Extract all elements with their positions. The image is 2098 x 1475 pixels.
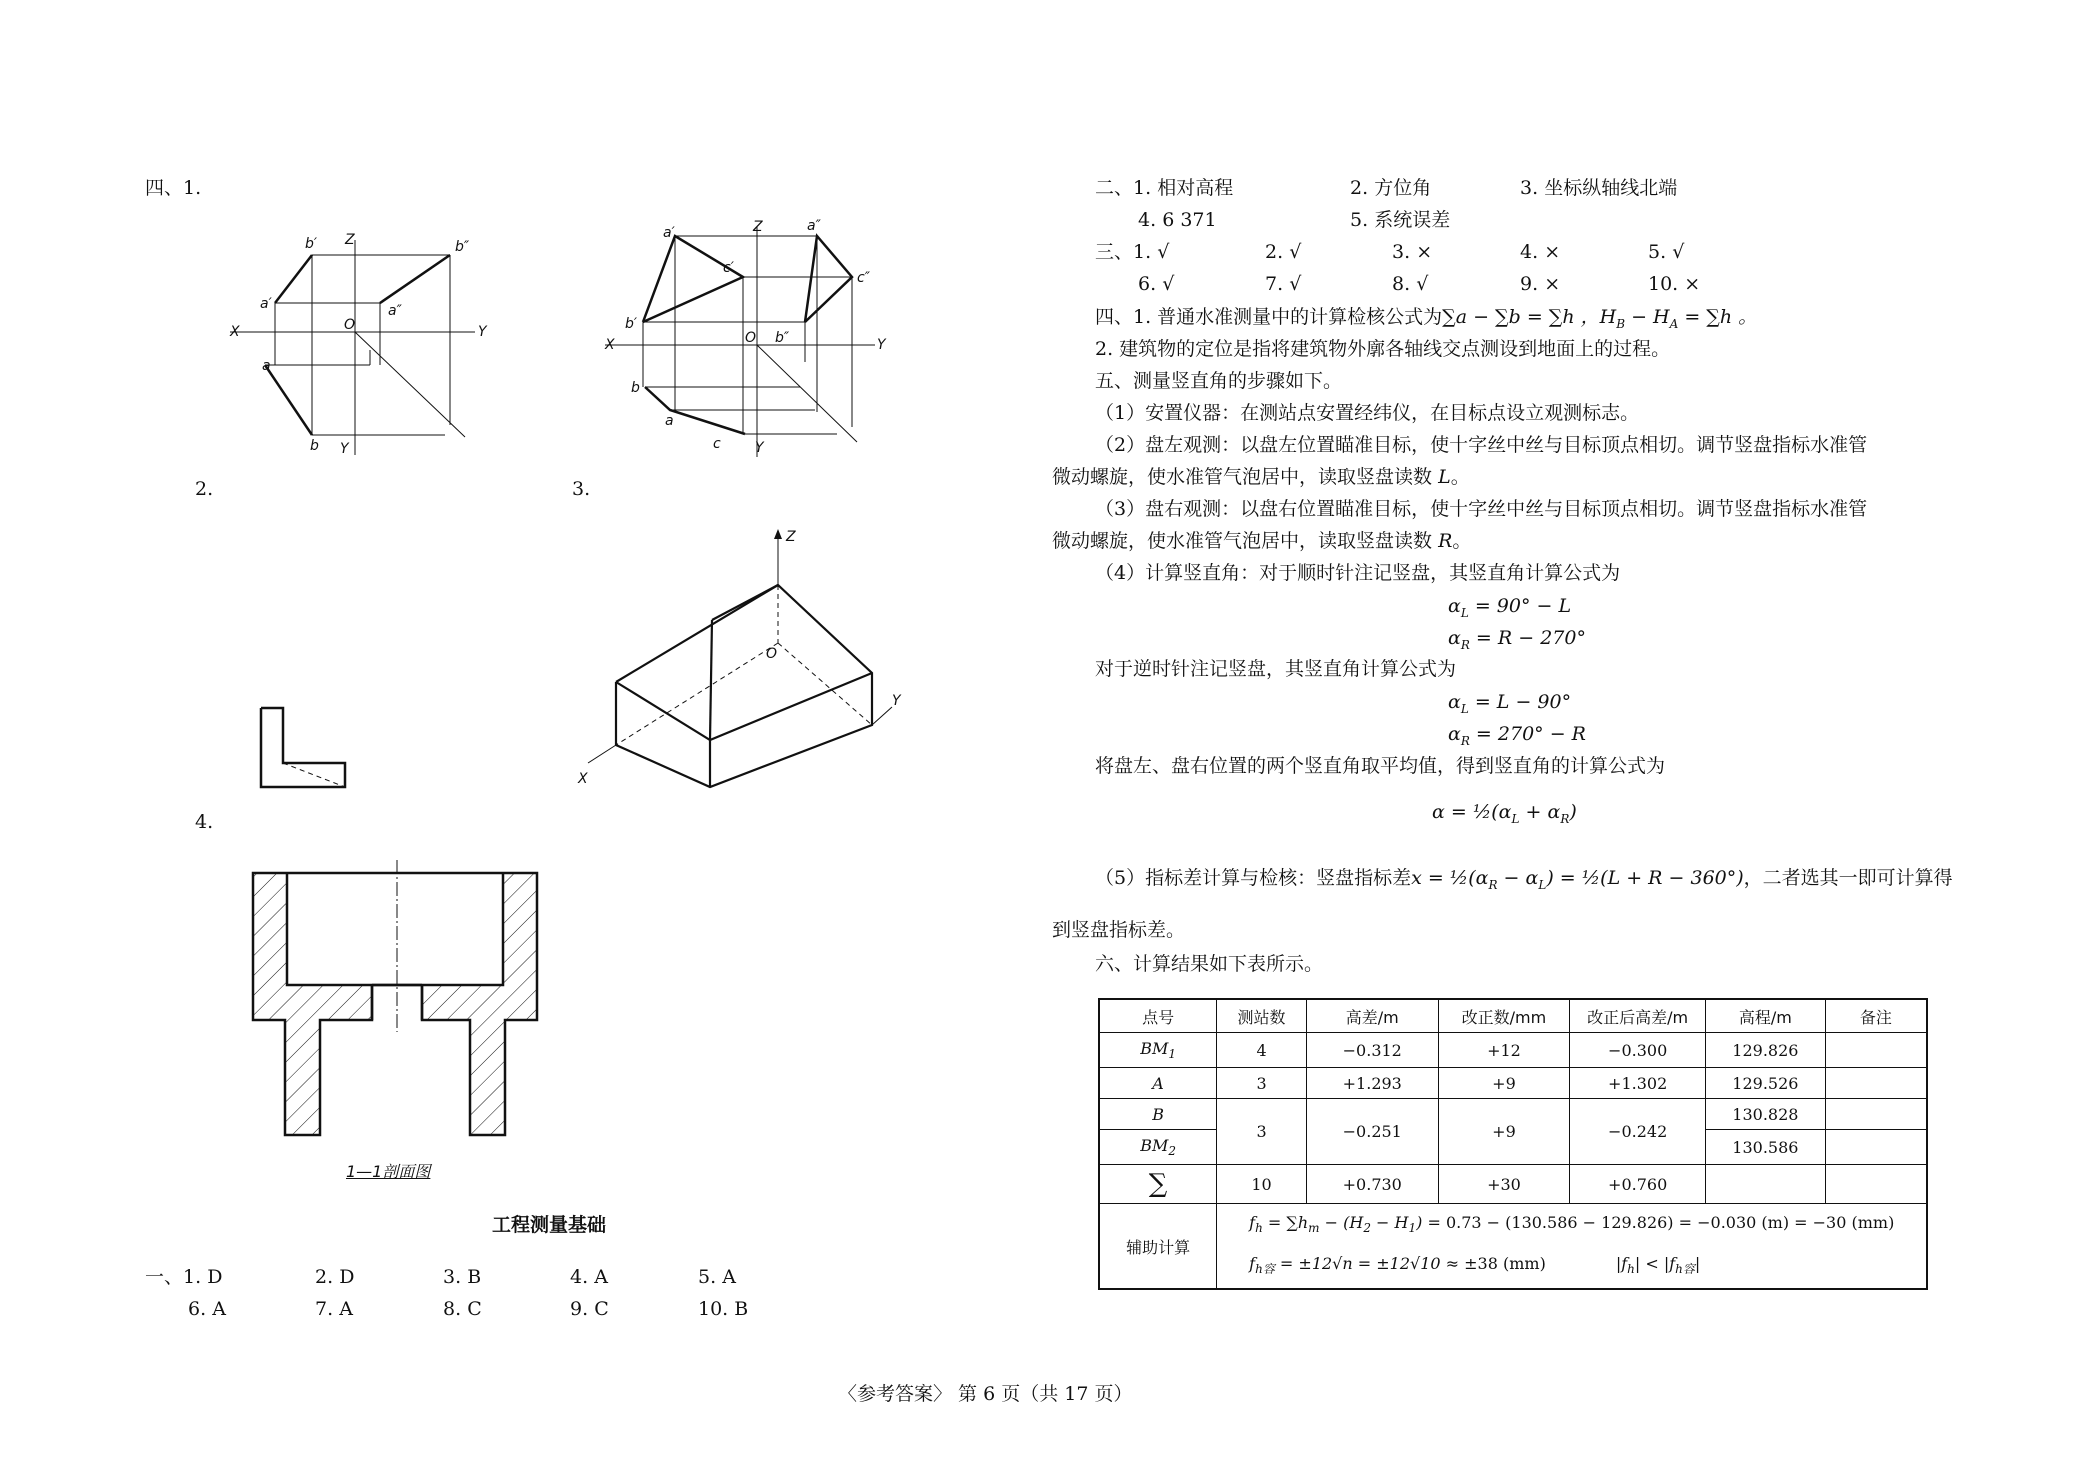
sum-stations: 10 (1217, 1165, 1307, 1204)
p2-q2: 2. 方位角 (1350, 177, 1432, 199)
note-bm2 (1825, 1130, 1927, 1165)
p5-step5: （5）指标差计算与检核：竖盘指标差$x = \frac{1}{2}(\alpha_R - \alpha_L)$ = ½(L + R − 360°)，二者选其一即可计算得 (1095, 867, 1953, 892)
label-b-prime: b′ (305, 236, 318, 252)
label-z: Z (345, 232, 355, 248)
elev-bm1: 129.826 (1706, 1033, 1826, 1068)
results-table (1098, 998, 1928, 1290)
projection-figure-1b (595, 212, 905, 472)
label-a-prime: a′ (663, 225, 675, 241)
aux-label: 辅助计算 (1099, 1204, 1217, 1290)
note-a (1825, 1068, 1927, 1099)
seg1-cdh: −0.300 (1570, 1033, 1706, 1068)
label-x: X (230, 324, 240, 340)
axis-x: X (578, 771, 588, 787)
aux-calc: $f_h = \sum h_m - (H_2 - H_1) = 0.73 - (130.586 - 129.826) = -0.030$ (m) = −30 (mm) $f_{h容} = \pm 12√n = \pm 12√10 \approx \pm 38$ (mm) $|f_h| < |f_{h容}|$ (1217, 1204, 1927, 1290)
formula-alpha-r-ccw: $\alpha_R = 270^\circ - R$ (1448, 723, 1586, 748)
p4-q1: 四、1. 普通水准测量中的计算检核公式为∑a − ∑b = ∑h ，$H_B - H_A = \sum h$ 。 (1095, 306, 1758, 331)
point-bm1: $BM_1$ (1099, 1033, 1217, 1068)
sum-cdh: +0.760 (1570, 1165, 1706, 1204)
seg2-corr: +9 (1438, 1068, 1570, 1099)
p1-q4: 4. A (570, 1266, 608, 1288)
page-footer: 〈参考答案〉 第 6 页（共 17 页） (838, 1383, 1133, 1405)
p3-q9: 9. × (1520, 273, 1561, 295)
label-yw: Y (478, 324, 487, 340)
p1-q5: 5. A (698, 1266, 736, 1288)
note-bm1 (1825, 1033, 1927, 1068)
label-a-dprime: a″ (388, 303, 402, 319)
seg3-dh: −0.251 (1306, 1099, 1438, 1165)
label-o: O (745, 330, 757, 346)
header-corr: 改正数/mm (1438, 999, 1570, 1033)
figure-4-label: 4. (195, 811, 214, 833)
figure-2-label: 2. (195, 478, 214, 500)
p1-q10: 10. B (698, 1298, 749, 1320)
label-a-dprime: a″ (807, 218, 821, 234)
label-b: b (631, 380, 640, 396)
seg2-stations: 3 (1217, 1068, 1307, 1099)
p5-step4: （4）计算竖直角：对于顺时针注记竖盘，其竖直角计算公式为 (1095, 562, 1621, 584)
p3-q7: 7. √ (1265, 273, 1302, 295)
p1-q1: 一、1. D (145, 1266, 223, 1288)
p3-q5: 5. √ (1648, 241, 1685, 263)
header-point: 点号 (1099, 999, 1217, 1033)
seg3-corr: +9 (1438, 1099, 1570, 1165)
point-bm2: $BM_2$ (1099, 1130, 1217, 1165)
label-a-prime: a′ (260, 296, 272, 312)
header-dh: 高差/m (1306, 999, 1438, 1033)
l-shape-figure (255, 700, 355, 795)
seg1-stations: 4 (1217, 1033, 1307, 1068)
p5-step2a: （2）盘左观测：以盘左位置瞄准目标，使十字丝中丝与目标顶点相切。调节竖盘指标水准管 (1095, 434, 1868, 456)
formula-alpha-l-cw: $\alpha_L = 90^\circ - L$ (1448, 595, 1572, 620)
sum-dh: +0.730 (1306, 1165, 1438, 1204)
seg2-cdh: +1.302 (1570, 1068, 1706, 1099)
elev-b: 130.828 (1706, 1099, 1826, 1130)
axis-o: O (766, 646, 778, 662)
label-c: c (713, 436, 721, 452)
p3-q3: 3. × (1392, 241, 1433, 263)
p3-q6: 6. √ (1138, 273, 1175, 295)
p1-q8: 8. C (443, 1298, 482, 1320)
p5-ccw: 对于逆时针注记竖盘，其竖直角计算公式为 (1095, 658, 1457, 680)
formula-alpha-l-ccw: $\alpha_L = L - 90^\circ$ (1448, 691, 1572, 716)
label-b-dprime: b″ (775, 330, 790, 346)
p2-q5: 5. 系统误差 (1350, 209, 1451, 231)
p5-step2b: 微动螺旋，使水准管气泡居中，读取竖盘读数 L。 (1052, 466, 1470, 488)
section-4-label: 四、1. (145, 177, 202, 199)
p3-q1: 三、1. √ (1095, 241, 1170, 263)
label-b-dprime: b″ (455, 239, 470, 255)
p3-q2: 2. √ (1265, 241, 1302, 263)
p5-avg: 将盘左、盘右位置的两个竖直角取平均值，得到竖直角的计算公式为 (1095, 755, 1666, 777)
p3-q4: 4. × (1520, 241, 1561, 263)
p1-q7: 7. A (315, 1298, 353, 1320)
label-o: O (344, 317, 356, 333)
sum-symbol: ∑ (1099, 1165, 1217, 1204)
label-a: a (665, 413, 674, 429)
p2-q4: 4. 6 371 (1138, 209, 1217, 231)
label-yw: Y (877, 337, 886, 353)
label-b-prime: b′ (625, 316, 638, 332)
isometric-box-figure (570, 525, 910, 795)
header-note: 备注 (1825, 999, 1927, 1033)
label-a: a (262, 358, 271, 374)
label-c-dprime: c″ (857, 270, 870, 286)
p4-q2: 2. 建筑物的定位是指将建筑物外廓各轴线交点测设到地面上的过程。 (1095, 338, 1671, 360)
header-elev: 高程/m (1706, 999, 1826, 1033)
p1-q2: 2. D (315, 1266, 355, 1288)
label-x: X (605, 337, 615, 353)
p5-step3a: （3）盘右观测：以盘右位置瞄准目标，使十字丝中丝与目标顶点相切。调节竖盘指标水准管 (1095, 498, 1868, 520)
label-b: b (310, 438, 319, 454)
header-stations: 测站数 (1217, 999, 1307, 1033)
point-b: B (1099, 1099, 1217, 1130)
sum-elev (1706, 1165, 1826, 1204)
elev-a: 129.526 (1706, 1068, 1826, 1099)
seg3-stations: 3 (1217, 1099, 1307, 1165)
seg1-dh: −0.312 (1306, 1033, 1438, 1068)
figure-3-label: 3. (572, 478, 591, 500)
p1-q6: 6. A (188, 1298, 226, 1320)
p1-q9: 9. C (570, 1298, 609, 1320)
seg2-dh: +1.293 (1306, 1068, 1438, 1099)
p3-q10: 10. × (1648, 273, 1701, 295)
section-view-figure (250, 860, 550, 1170)
projection-figure-1a (220, 225, 520, 465)
formula-alpha-avg: $\alpha = \frac{1}{2}(\alpha_L + \alpha_R)$ (1432, 801, 1577, 826)
formula-alpha-r-cw: $\alpha_R = R - 270^\circ$ (1448, 627, 1586, 652)
p2-q1: 二、1. 相对高程 (1095, 177, 1234, 199)
subject-title: 工程测量基础 (492, 1214, 607, 1236)
p5-step3b: 微动螺旋，使水准管气泡居中，读取竖盘读数 R。 (1052, 530, 1472, 552)
section-caption: 1—1剖面图 (346, 1162, 431, 1181)
p5-step5c: 到竖盘指标差。 (1052, 919, 1186, 941)
p2-q3: 3. 坐标纵轴线北端 (1520, 177, 1678, 199)
p1-q3: 3. B (443, 1266, 482, 1288)
label-yh: Y (340, 441, 349, 457)
p3-q8: 8. √ (1392, 273, 1429, 295)
p5-title: 五、测量竖直角的步骤如下。 (1095, 370, 1343, 392)
header-cdh: 改正后高差/m (1570, 999, 1706, 1033)
axis-y: Y (892, 693, 901, 709)
label-yh: Y (755, 440, 764, 456)
axis-z: Z (786, 529, 796, 545)
p6-title: 六、计算结果如下表所示。 (1095, 953, 1324, 975)
p5-step1: （1）安置仪器：在测站点安置经纬仪，在目标点设立观测标志。 (1095, 402, 1640, 424)
sum-corr: +30 (1438, 1165, 1570, 1204)
note-b (1825, 1099, 1927, 1130)
label-z: Z (753, 219, 763, 235)
label-c-prime: c′ (723, 260, 734, 276)
seg3-cdh: −0.242 (1570, 1099, 1706, 1165)
seg1-corr: +12 (1438, 1033, 1570, 1068)
point-a: A (1099, 1068, 1217, 1099)
sum-note (1825, 1165, 1927, 1204)
elev-bm2: 130.586 (1706, 1130, 1826, 1165)
